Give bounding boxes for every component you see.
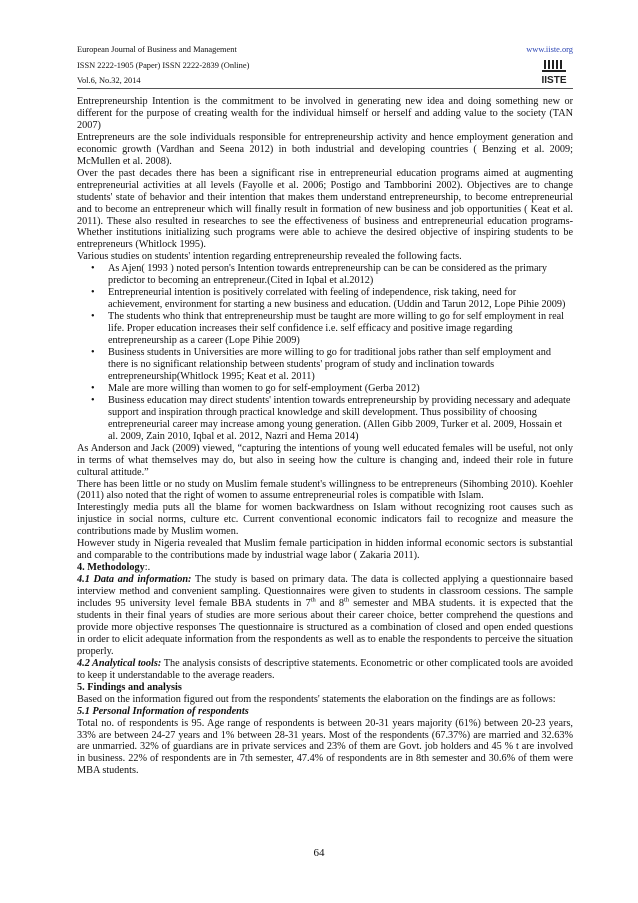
facts-bullet-list bbox=[77, 263, 573, 442]
list-item bbox=[77, 311, 573, 347]
bullet-icon: • bbox=[91, 311, 95, 323]
paragraph: Various studies on students' intention regarding entrepreneurship revealed the following facts. bbox=[77, 251, 462, 263]
page-header bbox=[77, 42, 573, 89]
subsection-title: 5.1 Personal Information of respondents bbox=[77, 705, 249, 717]
list-item bbox=[77, 395, 573, 443]
list-item-text: The students who think that entrepreneurship must be taught are more willing to go for self employment in real life. Proper education increases their self confidence i.e. self efficacy and positive image regarding entrepreneurship as a career (Lope Pihie 2009) bbox=[108, 311, 565, 347]
list-item-text: Male are more willing than women to go for self-employment (Gerba 2012) bbox=[108, 382, 420, 394]
superscript: th bbox=[344, 596, 350, 604]
article-body bbox=[77, 96, 573, 777]
journal-url-link[interactable]: www.iiste.org bbox=[526, 45, 573, 54]
header-divider bbox=[77, 88, 573, 89]
bullet-icon: • bbox=[91, 287, 95, 299]
volume-line: Vol.6, No.32, 2014 bbox=[77, 76, 141, 86]
paragraph: Interestingly media puts all the blame for women backwardness on Islam without recognizing root causes such as injustice in social norms, culture etc. Current conventional economic indicators fail to recognize and measure the contributions made by Muslim women. bbox=[77, 502, 573, 538]
journal-title: European Journal of Business and Management bbox=[77, 45, 237, 54]
paragraph: Entrepreneurs are the sole individuals responsible for entrepreneurship activity and hence employment generation and economic growth (Vardhan and Seena 2012) in both industrial and developing countries ( Benzing et al. 2009; McMullen et al. 2008). bbox=[77, 131, 573, 167]
list-item-text: Business students in Universities are more willing to go for traditional jobs rather than self employment and there is no significant relationship between students' program of study and inclination towards entrepreneurship(Whitlock 1995; Keat et al. 2011) bbox=[108, 347, 551, 382]
paragraph bbox=[77, 658, 573, 682]
bullet-icon: • bbox=[91, 382, 95, 394]
paragraph: Total no. of respondents is 95. Age range of respondents is between 20-31 years majority (61%) between 20-23 years, 33% are between 24-27 years and 1% between 28-31 years. Most of the respondents (67.37%) are married and 32.63% are unmarried. 32% of guardians are in private services and 23% of them are Govt. job holders and 45 % t are involved in business. 22% of respondents are in 7th semester, 47.4% of respondents are in 8th semester and 30.6% of them were MBA students. bbox=[77, 717, 573, 777]
list-item bbox=[77, 287, 573, 311]
paragraph-text: The study is based on primary data. The data is collected applying a questionnaire based interview method and convenient sampling. Questionnaires were given to students in classroom cessions. The sample includes 95 university level female BBA students in 7 bbox=[77, 574, 574, 610]
superscript: th bbox=[310, 596, 316, 604]
list-item-text: Business education may direct students' intention towards entrepreneurship by providing necessary and adequate support and inspiration through practical knowledge and skill development. Thus possibility of choosing entrepreneurial career may increase among young generation. (Allen Gibb 2009, Turker et al. 2009, Hossain et al. 2009, Zain 2010, Iqbal et al. 2012, Nazri and Hema 2014) bbox=[108, 394, 571, 442]
methodology-heading: 4. Methodology bbox=[77, 562, 145, 574]
list-item bbox=[77, 263, 573, 287]
paragraph bbox=[77, 574, 573, 658]
paragraph: As Anderson and Jack (2009) viewed, “capturing the intentions of young well educated females will be useful, not only in terms of what themselves may do, but also in seeing how the culture is changing and, indeed their role in future cultural attitude.” bbox=[77, 442, 573, 478]
list-item-text: As Ajen( 1993 ) noted person's Intention towards entrepreneurship can be can be considered as the primary predictor to becoming an entrepreneur.(Cited in Iqbal et al.2012) bbox=[108, 263, 548, 287]
page-number: 64 bbox=[313, 847, 325, 859]
bullet-icon: • bbox=[91, 394, 95, 406]
findings-heading: 5. Findings and analysis bbox=[77, 681, 182, 693]
issn-line: ISSN 2222-1905 (Paper) ISSN 2222-2839 (Online) bbox=[77, 60, 250, 70]
paragraph: Based on the information figured out from the respondents' statements the elaboration on the findings are as follows: bbox=[77, 693, 556, 705]
paragraph: There has been little or no study on Muslim female student's willingness to be entrepreneurs (Sihombing 2010). Koehler (2011) also noted that the right of women to assume entrepreneurial roles is compatible with Islam. bbox=[77, 478, 573, 502]
list-item-text: Entrepreneurial intention is positively correlated with feeling of independence, risk taking, need for achievement, environment for starting a new business and education. (Uddin and Tarun 2012, Lope Pihie 2009) bbox=[108, 287, 566, 311]
iiste-logo-icon bbox=[541, 59, 567, 85]
logo-text: IISTE bbox=[541, 75, 567, 85]
bullet-icon: • bbox=[91, 263, 95, 275]
paragraph: Over the past decades there has been a significant rise in entrepreneurial education programs aimed at augmenting entrepreneurial activities at all levels (Fayolle et al. 2006; Postigo and Tambborini 2002). Objectives are to change students' state of behavior and their intention that makes them understand entrepreneurship, to become entrepreneurial and to become an entrepreneur which will finally result in formation of new business and job opportunities ( Keat et al. 2011). These also resulted in researches to see the effectiveness of business and entrepreneurial education programs- Whether institutions initializing such programs were able to achieve the desired objective of inspiring students to be entrepreneurs (Whitlock 1995). bbox=[77, 167, 573, 251]
bullet-icon: • bbox=[91, 347, 95, 359]
paragraph-text: semester and MBA students. it is expected that the students in their final years of studies are more serious about their career choice, better comprehend the questions and provide more objective responses The questionnaire is structured as a combination of closed and open ended questions in order to elicit adequate information from the respondents as well as to enable the respondents to perceive the situation properly. bbox=[77, 598, 573, 657]
heading-tail: :. bbox=[144, 562, 151, 574]
list-item bbox=[77, 347, 573, 383]
paragraph-text: The analysis consists of descriptive statements. Econometric or other complicated tools are avoided to keep it understandable to the average readers. bbox=[77, 657, 573, 681]
paragraph: However study in Nigeria revealed that Muslim female participation in hidden informal economic sectors is substantial and comparable to the contributions made by industrial wage labor ( Zakaria 2011). bbox=[77, 538, 573, 562]
list-item bbox=[77, 383, 573, 395]
section-heading bbox=[77, 562, 573, 574]
subsection-title: 4.2 Analytical tools: bbox=[77, 657, 162, 669]
paragraph: Entrepreneurship Intention is the commitment to be involved in generating new idea and doing something new or different for the purpose of creating wealth for the individual himself or herself and adding value to the society (TAN 2007) bbox=[77, 96, 573, 131]
paragraph-text: and 8 bbox=[315, 598, 345, 610]
subsection-title: 4.1 Data and information: bbox=[77, 574, 192, 586]
